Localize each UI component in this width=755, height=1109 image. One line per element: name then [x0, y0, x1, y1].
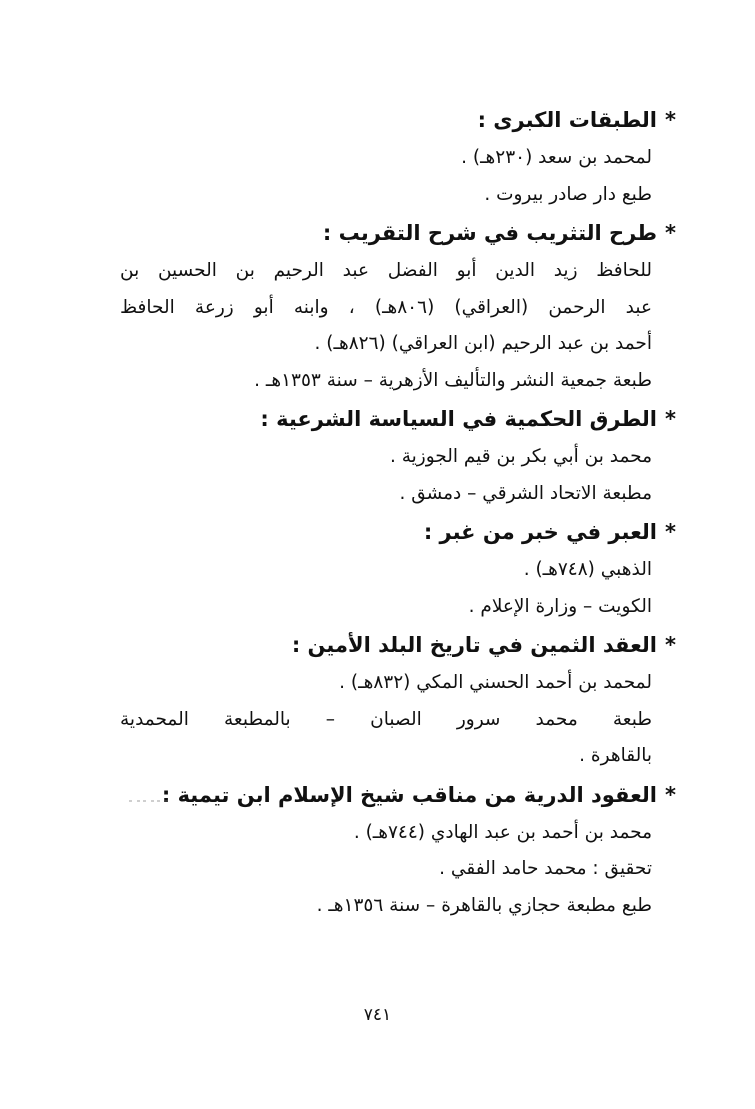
entry-line: طبع دار صادر بيروت . [484, 183, 652, 205]
bibliography-page [120, 100, 680, 924]
entry-title-text: طرح التثريب في شرح التقريب : [322, 221, 658, 245]
entry-title [120, 100, 680, 140]
bibliography-entry [120, 100, 680, 213]
entry-line: محمد بن أحمد بن عبد الهادي (٧٤٤هـ) . [353, 821, 652, 843]
bibliography-entry [120, 399, 680, 512]
entry-line: أحمد بن عبد الرحيم (ابن العراقي) (٨٢٦هـ) . [314, 333, 652, 354]
bibliography-entry [120, 625, 680, 775]
entry-line: طبع مطبعة حجازي بالقاهرة – سنة ١٣٥٦هـ . [316, 894, 652, 916]
entry-title-text: الطرق الحكمية في السياسة الشرعية : [260, 407, 658, 431]
entry-line: لمحمد بن أحمد الحسني المكي (٨٣٢هـ) . [339, 672, 652, 693]
bibliography-entry [120, 512, 680, 625]
bullet-star-icon: * [665, 633, 676, 657]
entry-title-text: العقود الدرية من مناقب شيخ الإسلام ابن تيمية : [161, 782, 658, 807]
entry-title-text: العبر في خبر من غبر : [423, 520, 658, 544]
entry-line: بالقاهرة . [579, 745, 652, 766]
entry-line: عبد الرحمن (العراقي) (٨٠٦هـ) ، وابنه أبو زرعة الحافظ [120, 296, 652, 318]
entry-line: تحقيق : محمد حامد الفقي . [439, 858, 652, 879]
entry-title [120, 512, 680, 552]
entry-line: محمد بن أبي بكر بن قيم الجوزية . [389, 446, 652, 467]
entry-title [120, 213, 680, 253]
entry-title [120, 775, 680, 815]
bullet-star-icon: * [665, 108, 676, 132]
entry-line: طبعة جمعية النشر والتأليف الأزهرية – سنة ١٣٥٣هـ . [254, 369, 652, 391]
bibliography-entry [120, 775, 680, 925]
entry-line: الكويت – وزارة الإعلام . [468, 595, 652, 617]
page-number: ٧٤١ [363, 1005, 392, 1025]
entry-title [120, 399, 680, 439]
scan-smudge [127, 797, 173, 805]
entry-line: لمحمد بن سعد (٢٣٠هـ) . [461, 147, 652, 168]
entry-title [120, 625, 680, 665]
entry-line: للحافظ زيد الدين أبو الفضل عبد الرحيم بن الحسين بن [120, 260, 652, 281]
bullet-star-icon: * [665, 520, 676, 544]
bullet-star-icon: * [665, 221, 676, 245]
entry-line: مطبعة الاتحاد الشرقي – دمشق . [399, 482, 652, 504]
entry-title-text: الطبقات الكبرى : [477, 108, 658, 132]
entry-line: الذهبي (٧٤٨هـ) . [523, 559, 652, 580]
entry-line: طبعة محمد سرور الصبان – بالمطبعة المحمدية [120, 708, 652, 730]
bullet-star-icon: * [665, 407, 676, 431]
entry-title-text: العقد الثمين في تاريخ البلد الأمين : [291, 633, 658, 657]
bibliography-entry [120, 213, 680, 399]
bullet-star-icon: * [665, 782, 676, 807]
